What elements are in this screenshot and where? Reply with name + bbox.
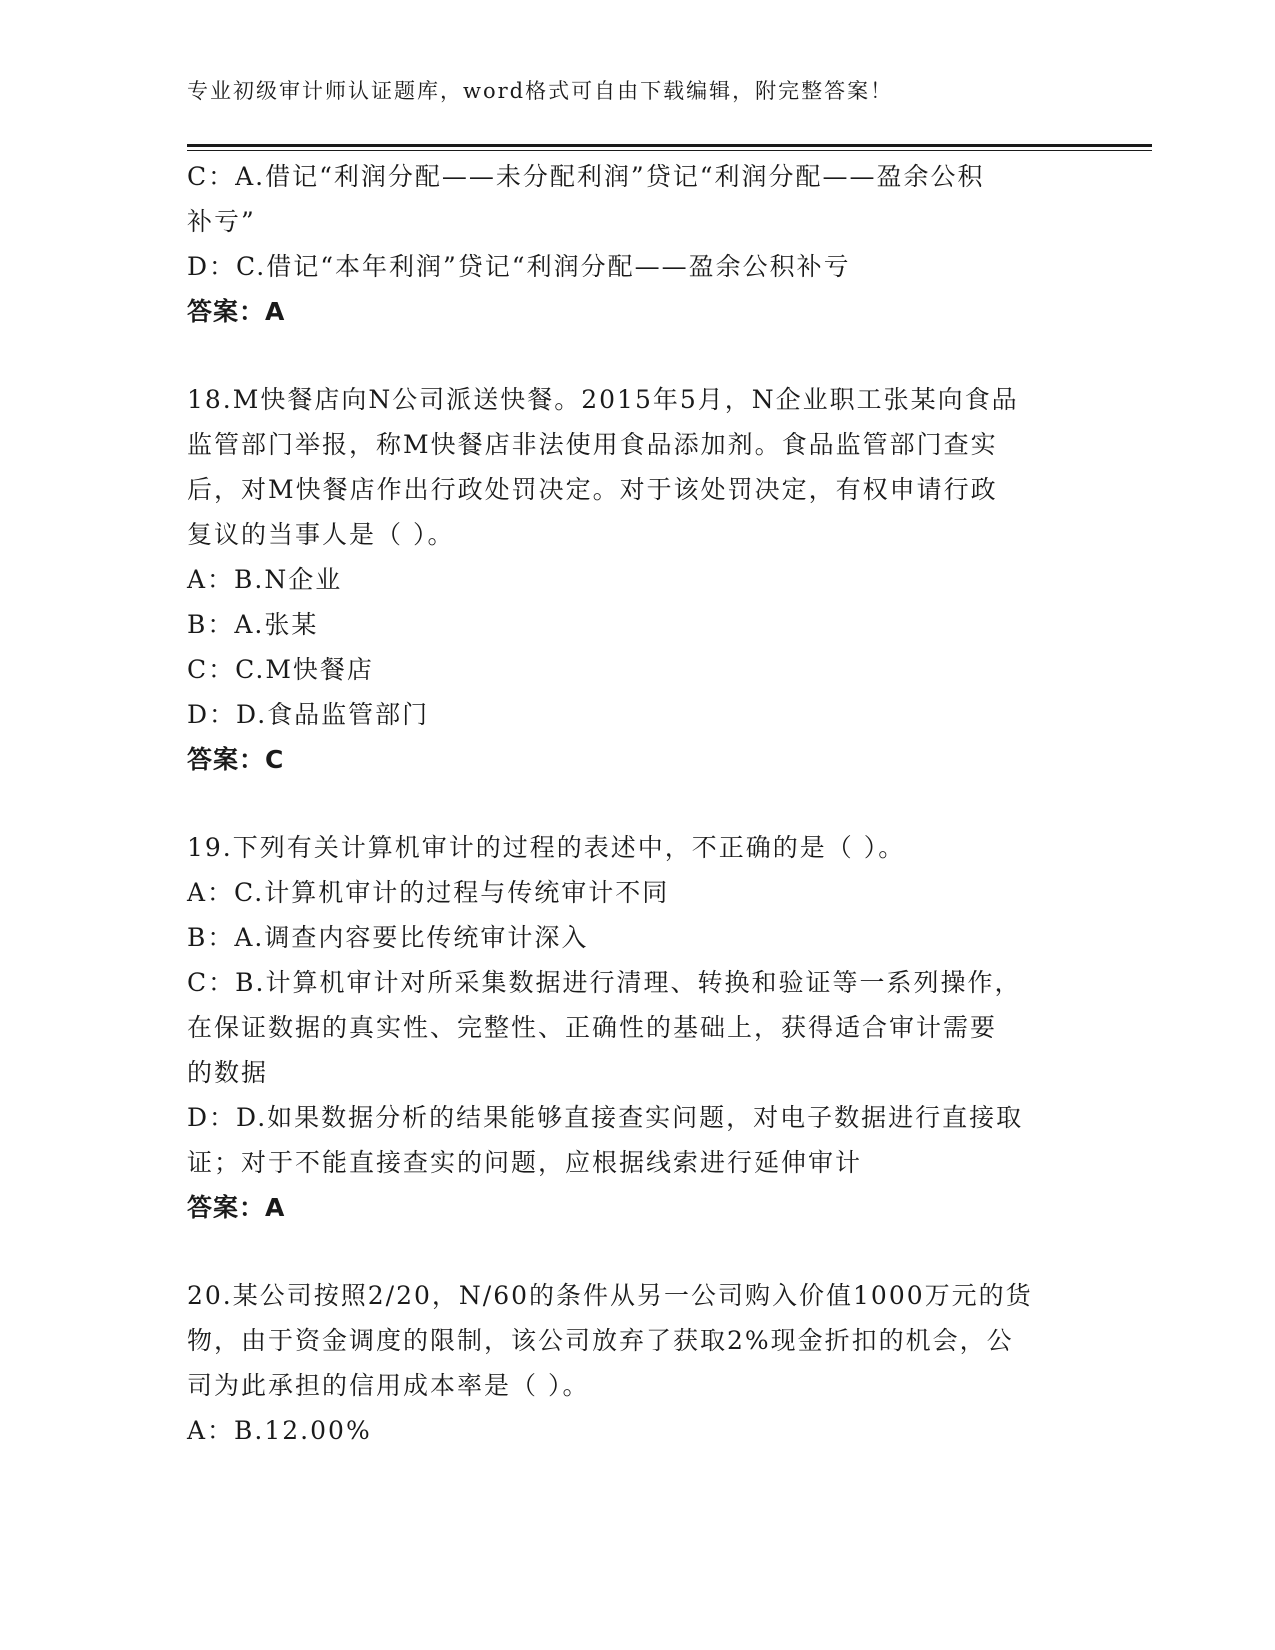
page-header: 专业初级审计师认证题库，word格式可自由下载编辑，附完整答案！ <box>187 79 894 103</box>
option-c-line-1: C：B.计算机审计对所采集数据进行清理、转换和验证等一系列操作， <box>187 968 1022 997</box>
option-d: D：D.食品监管部门 <box>187 700 430 729</box>
option-a: A：B.N企业 <box>187 565 343 594</box>
spacer <box>187 1230 1067 1273</box>
option-c-line-1: C：A.借记“利润分配——未分配利润”贷记“利润分配——盈余公积 <box>187 162 985 191</box>
question-stem-line: 监管部门举报，称M快餐店非法使用食品添加剂。食品监管部门查实 <box>187 430 998 459</box>
previous-question-tail <box>187 154 1067 334</box>
header-rule-thick <box>187 144 1152 147</box>
question-20 <box>187 1273 1067 1453</box>
document-body <box>187 154 1067 1453</box>
question-18 <box>187 377 1067 782</box>
option-c-line-3: 的数据 <box>187 1058 269 1087</box>
option-d-line-2: 证；对于不能直接查实的问题，应根据线索进行延伸审计 <box>187 1148 863 1177</box>
option-d-line-1: D：D.如果数据分析的结果能够直接查实问题，对电子数据进行直接取 <box>187 1103 1024 1132</box>
question-19 <box>187 825 1067 1230</box>
option-c-line-2: 补亏” <box>187 207 256 236</box>
option-d: D：C.借记“本年利润”贷记“利润分配——盈余公积补亏 <box>187 252 851 281</box>
question-stem-line: 后，对M快餐店作出行政处罚决定。对于该处罚决定，有权申请行政 <box>187 475 998 504</box>
question-stem-line: 司为此承担的信用成本率是（ ）。 <box>187 1371 590 1400</box>
header-rule-thin <box>187 150 1152 151</box>
question-stem-line: 20.某公司按照2/20，N/60的条件从另一公司购入价值1000万元的货 <box>187 1281 1033 1310</box>
question-stem-line: 物，由于资金调度的限制，该公司放弃了获取2%现金折扣的机会，公 <box>187 1326 1014 1355</box>
option-b: B：A.张某 <box>187 610 319 639</box>
spacer <box>187 782 1067 825</box>
question-stem: 19.下列有关计算机审计的过程的表述中，不正确的是（ ）。 <box>187 833 906 862</box>
option-c-line-2: 在保证数据的真实性、完整性、正确性的基础上，获得适合审计需要 <box>187 1013 998 1042</box>
option-c: C：C.M快餐店 <box>187 655 374 684</box>
option-a: A：B.12.00% <box>187 1416 372 1445</box>
answer: 答案：C <box>187 745 285 774</box>
spacer <box>187 334 1067 377</box>
option-b: B：A.调查内容要比传统审计深入 <box>187 923 589 952</box>
answer: 答案：A <box>187 297 286 326</box>
question-stem-line: 18.M快餐店向N公司派送快餐。2015年5月，N企业职工张某向食品 <box>187 385 1019 414</box>
question-stem-line: 复议的当事人是（ ）。 <box>187 520 455 549</box>
option-a: A：C.计算机审计的过程与传统审计不同 <box>187 878 670 907</box>
answer: 答案：A <box>187 1193 286 1222</box>
